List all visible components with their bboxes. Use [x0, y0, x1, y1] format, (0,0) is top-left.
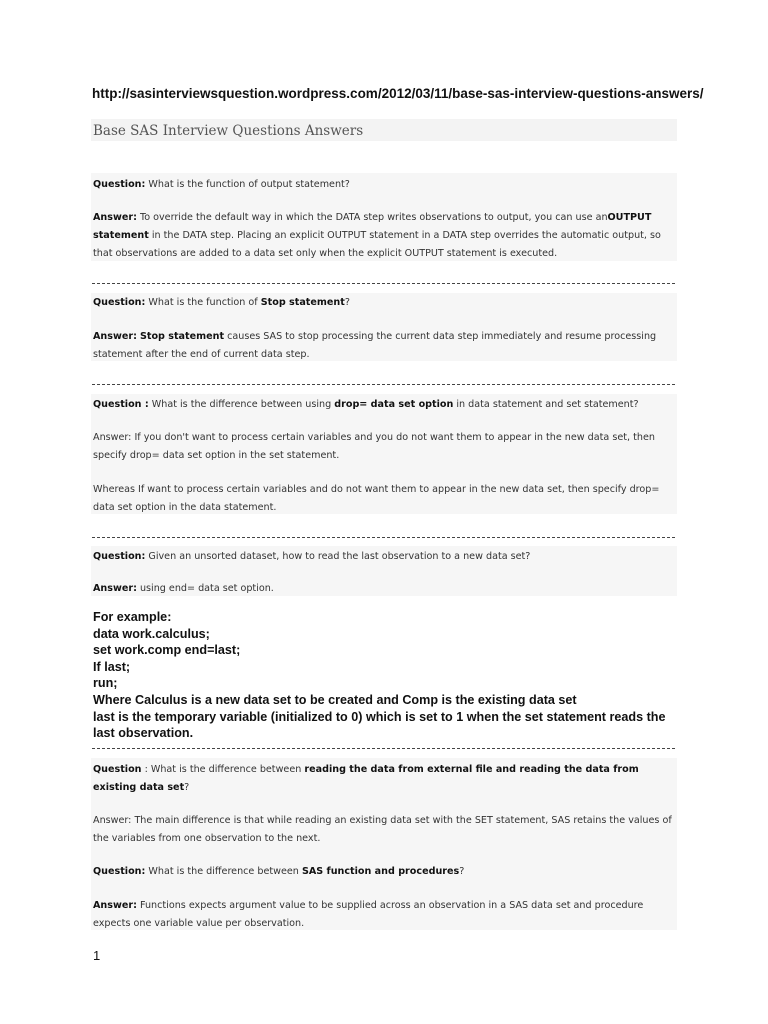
example-block: [93, 609, 683, 742]
answer-1: Answer: To override the default way in which the DATA step writes observations to output, you can use anOUTPUT statement in the DATA step. Placing an explicit OUTPUT statement in a DATA step overrides the automatic output, so that observations are added to a data set only when the explicit OUTPUT statement is executed.: [93, 212, 661, 259]
example-line: For example:: [93, 610, 172, 624]
separator: [92, 748, 675, 749]
answer-4: Answer: using end= data set option.: [93, 583, 274, 594]
answer-5: Answer: The main difference is that while reading an existing data set with the SET statement, SAS retains the values of the variables from one observation to the next.: [93, 815, 672, 844]
answer-2: Answer: Stop statement causes SAS to stop processing the current data step immediately and resume processing statement after the end of current data step.: [93, 331, 657, 360]
answer-3: Answer: If you don't want to process certain variables and you do not want them to appear in the new data set, then specify drop= data set option in the set statement.: [93, 432, 655, 461]
separator: [92, 384, 675, 385]
answer-6: Answer: Functions expects argument value to be supplied across an observation in a SAS data set and procedure expects one variable value per observation.: [93, 900, 644, 929]
example-line: last is the temporary variable (initialized to 0) which is set to 1 when the set statement reads the last observation.: [93, 709, 666, 741]
question-2: Question: What is the function of Stop statement?: [93, 297, 350, 308]
example-line: Where Calculus is a new data set to be created and Comp is the existing data set: [93, 692, 577, 707]
separator: [92, 283, 675, 284]
question-3: Question : What is the difference between using drop= data set option in data statement and set statement?: [93, 399, 639, 410]
example-line: run;: [93, 676, 118, 691]
example-line: set work.comp end=last;: [93, 643, 241, 658]
page-number: 1: [93, 948, 101, 963]
example-line: data work.calculus;: [93, 626, 210, 641]
page-title: Base SAS Interview Questions Answers: [93, 123, 364, 139]
answer-3-continued: Whereas If want to process certain variables and do not want them to appear in the new data set, then specify drop= data set option in the data statement.: [93, 484, 660, 513]
question-5: Question : What is the difference between reading the data from external file and reading the data from existing data set?: [93, 764, 639, 793]
separator: [92, 537, 675, 538]
example-line: If last;: [93, 659, 131, 674]
source-url[interactable]: http://sasinterviewsquestion.wordpress.com/2012/03/11/base-sas-interview-questions-answers/: [92, 86, 704, 101]
question-4: Question: Given an unsorted dataset, how to read the last observation to a new data set?: [93, 551, 531, 562]
question-6: Question: What is the difference between SAS function and procedures?: [93, 866, 465, 877]
question-1: Question: What is the function of output statement?: [93, 179, 350, 190]
